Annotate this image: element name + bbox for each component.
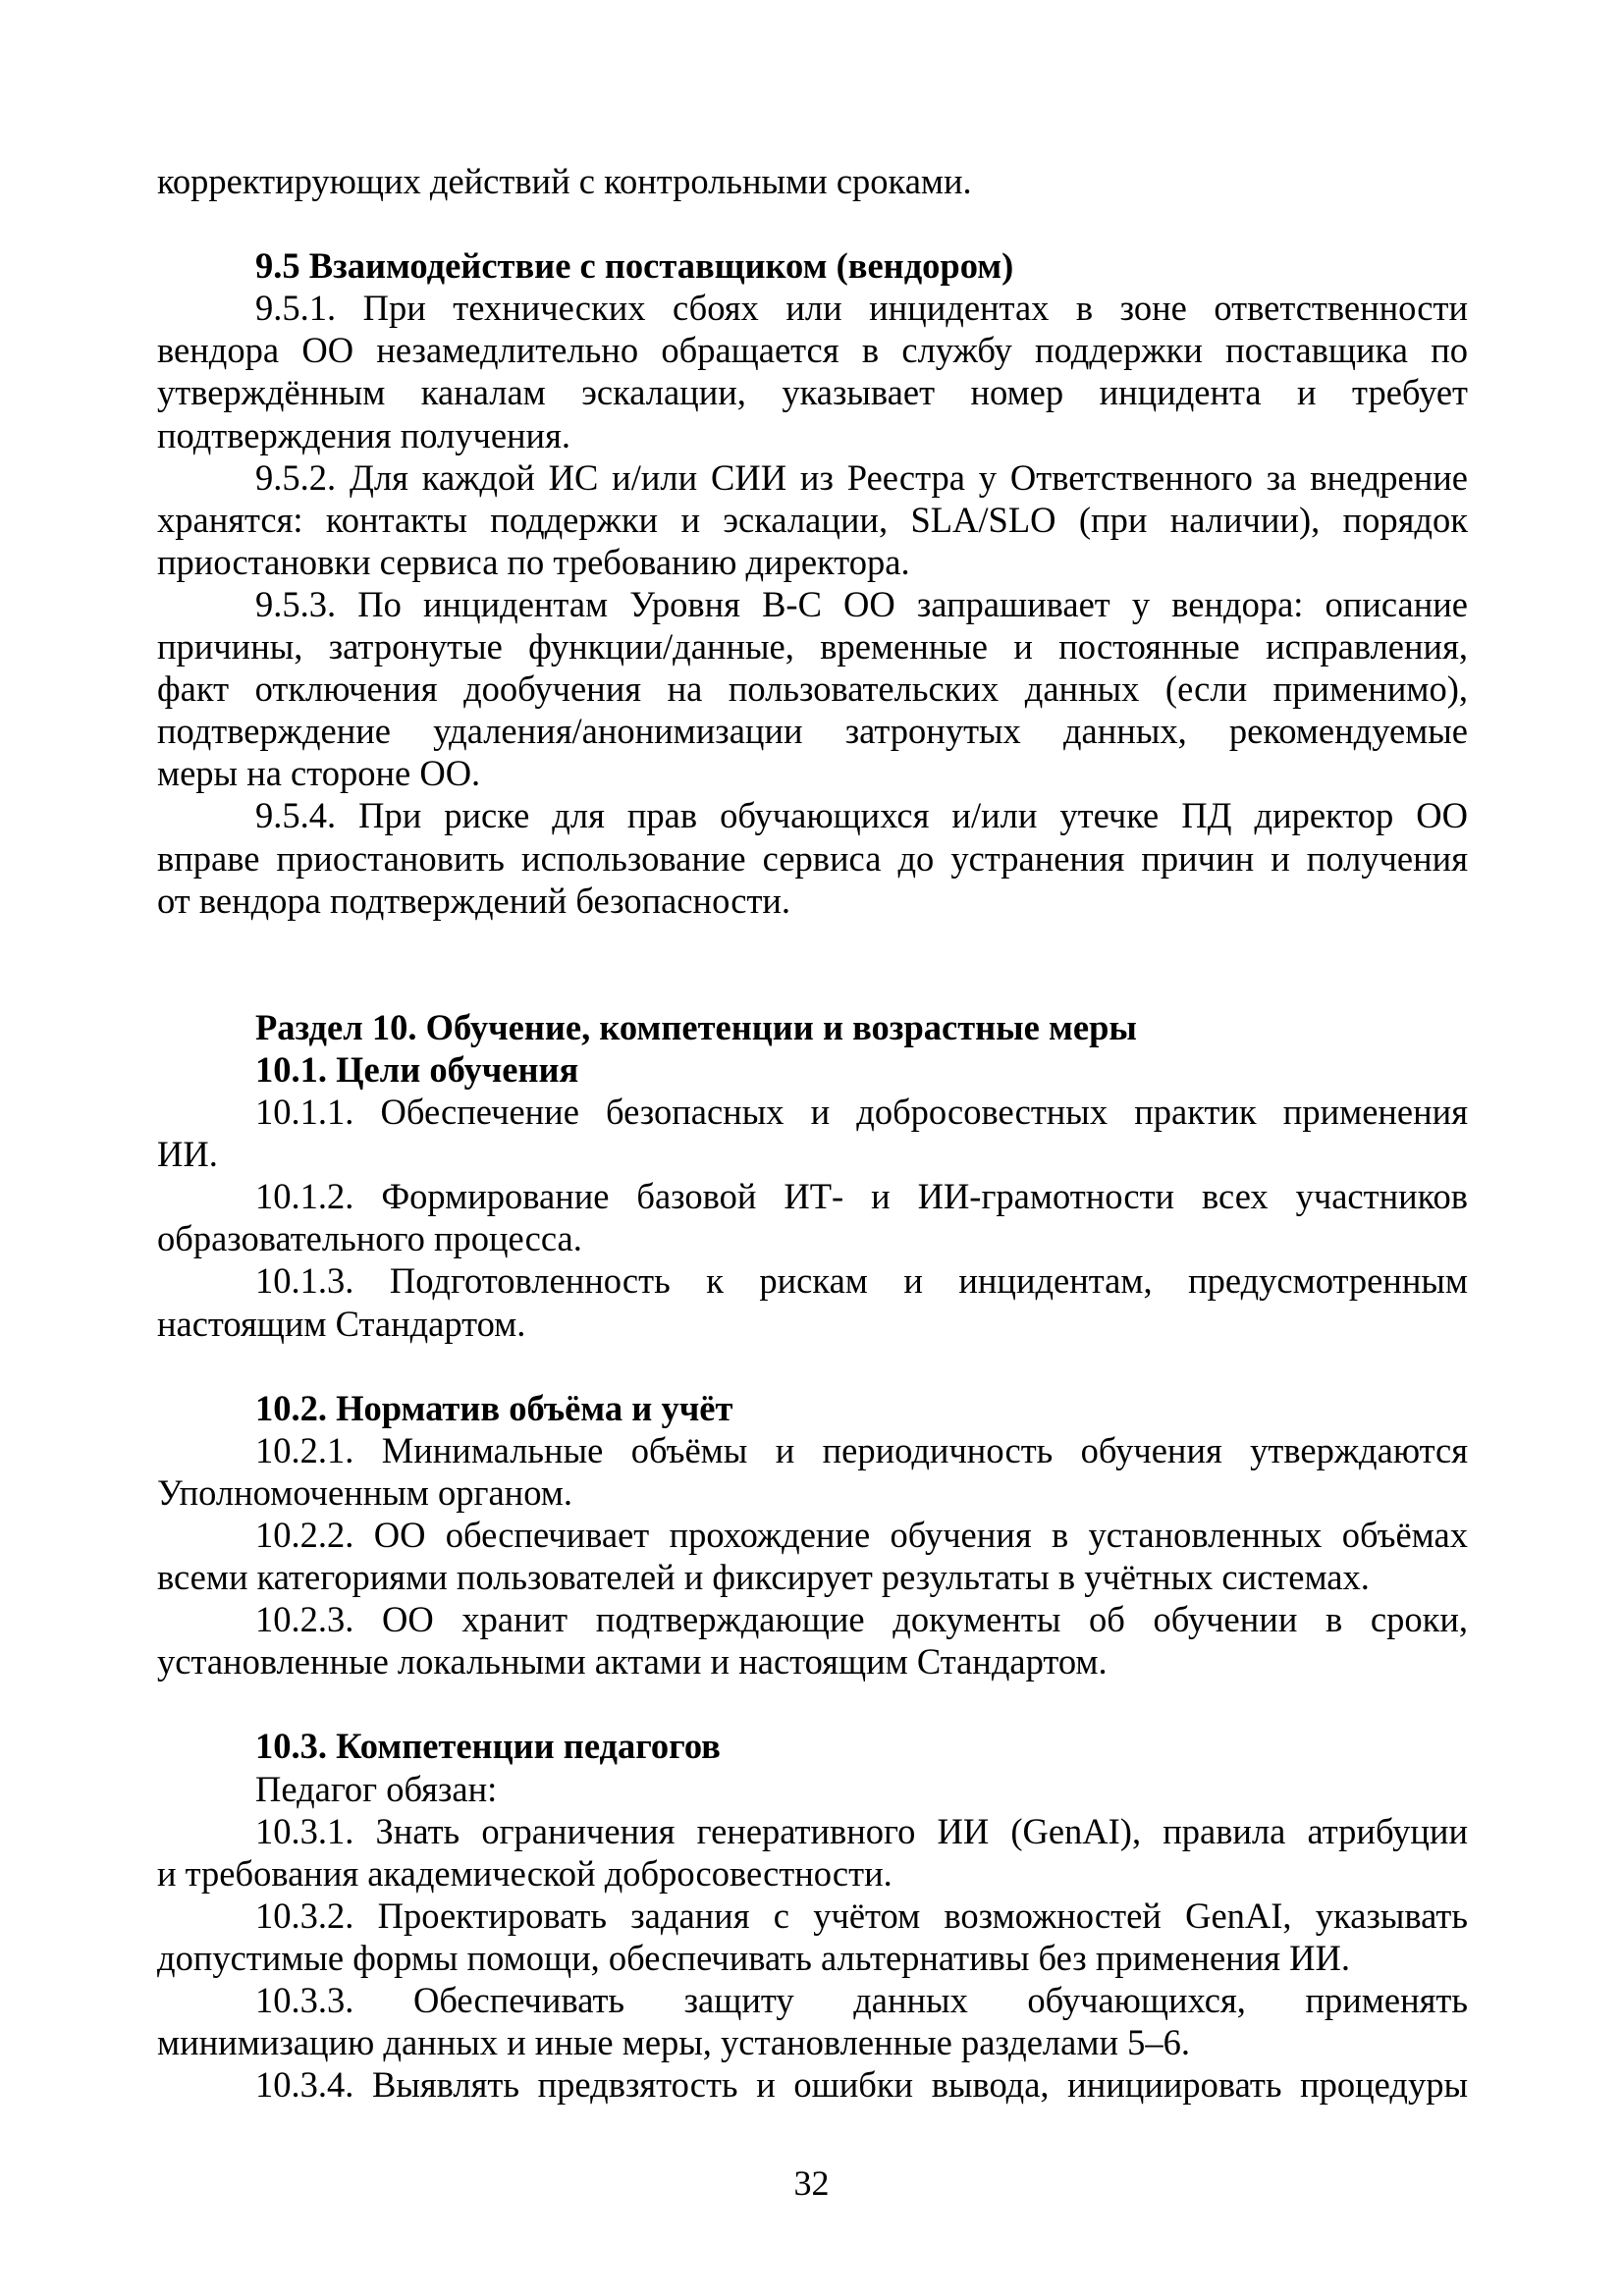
paragraph-line: 10.3.3. Обеспечивать защиту данных обучающихся, применять [255, 1980, 1468, 2021]
paragraph-10-3-3 [157, 1979, 1468, 2063]
subsection-heading-10-2: 10.2. Норматив объёма и учёт [255, 1387, 733, 1428]
paragraph-10-1-3 [157, 1259, 1468, 1344]
subsection-heading-10-3: 10.3. Компетенции педагогов [255, 1726, 721, 1767]
page-number: 32 [793, 2163, 830, 2203]
paragraph-9-5-3 [157, 583, 1468, 794]
paragraph-line: допустимые формы помощи, обеспечивать альтернативы без применения ИИ. [157, 1937, 1350, 1978]
paragraph-line: причины, затронутые функции/данные, временные и постоянные исправления, [157, 626, 1468, 667]
paragraph-line: хранятся: контакты поддержки и эскалации, SLA/SLO (при наличии), порядок [157, 499, 1468, 540]
paragraph-line: образовательного процесса. [157, 1218, 582, 1259]
paragraph-line: подтверждение удаления/анонимизации затронутых данных, рекомендуемые [157, 711, 1468, 752]
paragraph-line: 10.2.3. ОО хранит подтверждающие документы об обучении в сроки, [255, 1599, 1468, 1640]
paragraph-line: меры на стороне ОО. [157, 753, 481, 794]
paragraph-10-2-2 [157, 1514, 1468, 1598]
paragraph-line: 10.1.2. Формирование базовой ИТ- и ИИ-грамотности всех участников [255, 1176, 1468, 1217]
paragraph-line: 10.3.1. Знать ограничения генеративного ИИ (GenAI), правила атрибуции [255, 1810, 1468, 1851]
paragraph-line: 10.2.1. Минимальные объёмы и периодичность обучения утверждаются [255, 1429, 1468, 1470]
paragraph-line: установленные локальными актами и настоящим Стандартом. [157, 1641, 1108, 1682]
subsection-heading-10-1: 10.1. Цели обучения [255, 1048, 579, 1090]
paragraph-line: 9.5.4. При риске для прав обучающихся и/или утечке ПД директор ОО [255, 795, 1468, 836]
paragraph-line: 9.5.2. Для каждой ИС и/или СИИ из Реестра у Ответственного за внедрение [255, 456, 1468, 498]
section-heading-10: Раздел 10. Обучение, компетенции и возрастные меры [255, 1006, 1137, 1047]
paragraph-line: минимизацию данных и иные меры, установленные разделами 5–6. [157, 2022, 1190, 2063]
paragraph-line: корректирующих действий с контрольными сроками. [157, 161, 972, 201]
blank-line [157, 202, 1468, 244]
paragraph-intro: Педагог обязан: [255, 1768, 498, 1809]
paragraph-line: вендора ОО незамедлительно обращается в службу поддержки поставщика по [157, 330, 1468, 371]
blank-line [157, 922, 1468, 964]
paragraph-10-2-3 [157, 1598, 1468, 1682]
paragraph-line: утверждённым каналам эскалации, указывает номер инцидента и требует [157, 372, 1468, 413]
paragraph-9-5-2 [157, 456, 1468, 583]
paragraph-line: факт отключения дообучения на пользовательских данных (если применимо), [157, 668, 1468, 710]
blank-line [157, 964, 1468, 1006]
paragraph-line: 9.5.1. При технических сбоях или инцидентах в зоне ответственности [255, 288, 1468, 329]
page-body [157, 160, 1468, 2106]
paragraph-line: 10.3.2. Проектировать задания с учётом возможностей GenAI, указывать [255, 1895, 1468, 1936]
blank-line [157, 1682, 1468, 1725]
paragraph-10-3-1 [157, 1810, 1468, 1895]
paragraph-10-1-2 [157, 1175, 1468, 1259]
paragraph-line: и требования академической добросовестности. [157, 1852, 893, 1894]
paragraph-line: 10.1.3. Подготовленность к рискам и инцидентам, предусмотренным [255, 1260, 1468, 1302]
paragraph-line: вправе приостановить использование сервиса до устранения причин и получения [157, 837, 1468, 879]
paragraph-line: приостановки сервиса по требованию директора. [157, 541, 910, 582]
paragraph-line: 10.3.4. Выявлять предвзятость и ошибки вывода, инициировать процедуры [255, 2064, 1468, 2106]
paragraph-line: ИИ. [157, 1134, 218, 1175]
paragraph-line: от вендора подтверждений безопасности. [157, 880, 791, 921]
paragraph-10-3-4 [157, 2063, 1468, 2106]
paragraph-9-5-4 [157, 794, 1468, 921]
paragraph-line: 9.5.3. По инцидентам Уровня В-С ОО запрашивает у вендора: описание [255, 583, 1468, 624]
paragraph-line: подтверждения получения. [157, 414, 570, 455]
subsection-heading-9-5: 9.5 Взаимодействие с поставщиком (вендором) [255, 245, 1014, 287]
paragraph-line: 10.2.2. ОО обеспечивает прохождение обучения в установленных объёмах [255, 1515, 1468, 1555]
paragraph-10-1-1 [157, 1091, 1468, 1175]
paragraph-line: всеми категориями пользователей и фиксирует результаты в учётных системах. [157, 1557, 1370, 1598]
paragraph-line: 10.1.1. Обеспечение безопасных и добросовестных практик применения [255, 1092, 1468, 1133]
paragraph-10-2-1 [157, 1429, 1468, 1514]
blank-line [157, 1345, 1468, 1387]
paragraph-line: Уполномоченным органом. [157, 1471, 572, 1513]
paragraph-10-3-2 [157, 1895, 1468, 1979]
paragraph-line: настоящим Стандартом. [157, 1303, 526, 1344]
paragraph-9-5-1 [157, 287, 1468, 455]
